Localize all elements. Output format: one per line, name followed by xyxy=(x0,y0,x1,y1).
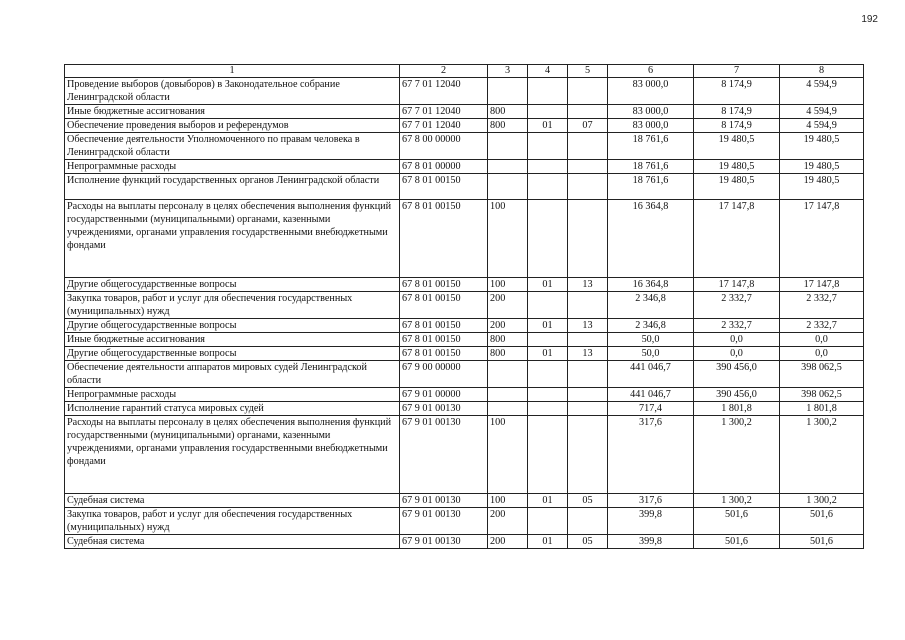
row-expense-type: 100 xyxy=(488,416,528,494)
table-row xyxy=(65,78,864,105)
table-row xyxy=(65,416,864,494)
row-subsection xyxy=(568,508,608,535)
row-subsection xyxy=(568,78,608,105)
row-expense-type: 800 xyxy=(488,119,528,133)
row-code: 67 8 01 00150 xyxy=(400,333,488,347)
row-amount-2: 0,0 xyxy=(694,347,780,361)
row-amount-2: 17 147,8 xyxy=(694,278,780,292)
row-expense-type xyxy=(488,388,528,402)
row-amount-2: 8 174,9 xyxy=(694,105,780,119)
row-amount-2: 390 456,0 xyxy=(694,388,780,402)
row-amount-3: 501,6 xyxy=(780,508,864,535)
row-expense-type xyxy=(488,174,528,200)
row-section xyxy=(528,508,568,535)
row-section xyxy=(528,416,568,494)
row-name: Судебная система xyxy=(65,535,400,549)
table-row xyxy=(65,535,864,549)
row-code: 67 7 01 12040 xyxy=(400,105,488,119)
row-subsection: 13 xyxy=(568,319,608,333)
row-code: 67 8 01 00150 xyxy=(400,278,488,292)
row-amount-2: 19 480,5 xyxy=(694,133,780,160)
row-subsection xyxy=(568,402,608,416)
row-section xyxy=(528,78,568,105)
row-amount-1: 50,0 xyxy=(608,333,694,347)
row-code: 67 7 01 12040 xyxy=(400,119,488,133)
table-row xyxy=(65,133,864,160)
header-cell: 5 xyxy=(568,65,608,78)
row-amount-2: 501,6 xyxy=(694,535,780,549)
row-amount-1: 441 046,7 xyxy=(608,388,694,402)
row-expense-type xyxy=(488,78,528,105)
row-amount-2: 390 456,0 xyxy=(694,361,780,388)
row-name: Обеспечение проведения выборов и референдумов xyxy=(65,119,400,133)
row-name: Закупка товаров, работ и услуг для обеспечения государственных (муниципальных) нужд xyxy=(65,508,400,535)
row-expense-type: 200 xyxy=(488,319,528,333)
row-name: Расходы на выплаты персоналу в целях обеспечения выполнения функций государственными (муниципальными) органами, казенными учреждениями, органами управления государственными внебюджетными фондами xyxy=(65,416,400,494)
row-section: 01 xyxy=(528,535,568,549)
row-subsection xyxy=(568,292,608,319)
row-subsection xyxy=(568,388,608,402)
row-amount-2: 8 174,9 xyxy=(694,119,780,133)
row-code: 67 8 01 00150 xyxy=(400,174,488,200)
row-amount-2: 19 480,5 xyxy=(694,174,780,200)
row-amount-1: 16 364,8 xyxy=(608,278,694,292)
row-amount-2: 0,0 xyxy=(694,333,780,347)
row-amount-3: 501,6 xyxy=(780,535,864,549)
header-cell: 2 xyxy=(400,65,488,78)
table-row xyxy=(65,402,864,416)
row-code: 67 7 01 12040 xyxy=(400,78,488,105)
row-subsection: 13 xyxy=(568,278,608,292)
table-row xyxy=(65,347,864,361)
row-subsection xyxy=(568,160,608,174)
row-subsection xyxy=(568,105,608,119)
row-amount-1: 399,8 xyxy=(608,535,694,549)
table-row xyxy=(65,160,864,174)
row-subsection: 13 xyxy=(568,347,608,361)
row-amount-2: 19 480,5 xyxy=(694,160,780,174)
row-name: Иные бюджетные ассигнования xyxy=(65,333,400,347)
row-name: Другие общегосударственные вопросы xyxy=(65,278,400,292)
header-row xyxy=(65,65,864,78)
row-name: Непрограммные расходы xyxy=(65,160,400,174)
row-name: Другие общегосударственные вопросы xyxy=(65,319,400,333)
row-amount-2: 501,6 xyxy=(694,508,780,535)
table-row xyxy=(65,333,864,347)
table-row xyxy=(65,388,864,402)
row-amount-1: 83 000,0 xyxy=(608,78,694,105)
row-amount-3: 1 801,8 xyxy=(780,402,864,416)
row-code: 67 9 01 00130 xyxy=(400,508,488,535)
row-subsection xyxy=(568,200,608,278)
header-cell: 1 xyxy=(65,65,400,78)
row-name: Закупка товаров, работ и услуг для обеспечения государственных (муниципальных) нужд xyxy=(65,292,400,319)
row-amount-3: 398 062,5 xyxy=(780,388,864,402)
row-amount-1: 83 000,0 xyxy=(608,119,694,133)
header-cell: 8 xyxy=(780,65,864,78)
row-section: 01 xyxy=(528,119,568,133)
row-code: 67 8 00 00000 xyxy=(400,133,488,160)
table-row xyxy=(65,119,864,133)
row-subsection xyxy=(568,361,608,388)
row-name: Расходы на выплаты персоналу в целях обеспечения выполнения функций государственными (муниципальными) органами, казенными учреждениями, органами управления государственными внебюджетными фондами xyxy=(65,200,400,278)
row-amount-1: 317,6 xyxy=(608,416,694,494)
row-section xyxy=(528,292,568,319)
row-amount-1: 441 046,7 xyxy=(608,361,694,388)
row-expense-type: 800 xyxy=(488,347,528,361)
table-row xyxy=(65,508,864,535)
row-section: 01 xyxy=(528,278,568,292)
header-cell: 4 xyxy=(528,65,568,78)
table-row xyxy=(65,292,864,319)
row-subsection xyxy=(568,133,608,160)
row-amount-1: 317,6 xyxy=(608,494,694,508)
row-amount-3: 1 300,2 xyxy=(780,416,864,494)
row-expense-type: 100 xyxy=(488,494,528,508)
row-expense-type: 100 xyxy=(488,278,528,292)
row-section: 01 xyxy=(528,494,568,508)
row-expense-type: 200 xyxy=(488,508,528,535)
row-subsection xyxy=(568,174,608,200)
row-amount-3: 0,0 xyxy=(780,347,864,361)
row-expense-type xyxy=(488,133,528,160)
row-amount-1: 18 761,6 xyxy=(608,133,694,160)
row-amount-2: 1 300,2 xyxy=(694,494,780,508)
row-code: 67 8 01 00150 xyxy=(400,200,488,278)
row-amount-1: 18 761,6 xyxy=(608,160,694,174)
row-amount-3: 4 594,9 xyxy=(780,78,864,105)
row-section xyxy=(528,105,568,119)
row-name: Обеспечение деятельности аппаратов мировых судей Ленинградской области xyxy=(65,361,400,388)
row-section xyxy=(528,160,568,174)
row-name: Обеспечение деятельности Уполномоченного по правам человека в Ленинградской области xyxy=(65,133,400,160)
row-section: 01 xyxy=(528,319,568,333)
row-code: 67 9 01 00130 xyxy=(400,402,488,416)
row-amount-1: 18 761,6 xyxy=(608,174,694,200)
table-row xyxy=(65,200,864,278)
row-subsection: 05 xyxy=(568,535,608,549)
row-code: 67 8 01 00150 xyxy=(400,347,488,361)
row-code: 67 8 01 00000 xyxy=(400,160,488,174)
row-amount-1: 717,4 xyxy=(608,402,694,416)
row-amount-1: 2 346,8 xyxy=(608,319,694,333)
row-amount-1: 399,8 xyxy=(608,508,694,535)
row-amount-3: 4 594,9 xyxy=(780,119,864,133)
header-cell: 7 xyxy=(694,65,780,78)
page-number: 192 xyxy=(861,14,878,25)
row-expense-type xyxy=(488,361,528,388)
row-expense-type: 100 xyxy=(488,200,528,278)
row-amount-3: 17 147,8 xyxy=(780,278,864,292)
row-subsection xyxy=(568,333,608,347)
row-expense-type: 800 xyxy=(488,105,528,119)
row-name: Исполнение гарантий статуса мировых судей xyxy=(65,402,400,416)
row-amount-2: 1 300,2 xyxy=(694,416,780,494)
row-section xyxy=(528,402,568,416)
row-expense-type xyxy=(488,402,528,416)
row-amount-3: 2 332,7 xyxy=(780,292,864,319)
row-name: Другие общегосударственные вопросы xyxy=(65,347,400,361)
row-amount-2: 1 801,8 xyxy=(694,402,780,416)
row-expense-type: 800 xyxy=(488,333,528,347)
row-section: 01 xyxy=(528,347,568,361)
row-amount-3: 0,0 xyxy=(780,333,864,347)
row-code: 67 8 01 00150 xyxy=(400,292,488,319)
row-name: Непрограммные расходы xyxy=(65,388,400,402)
row-amount-3: 19 480,5 xyxy=(780,133,864,160)
table-row xyxy=(65,278,864,292)
row-section xyxy=(528,361,568,388)
row-section xyxy=(528,333,568,347)
row-code: 67 9 01 00130 xyxy=(400,494,488,508)
row-section xyxy=(528,174,568,200)
table-row xyxy=(65,174,864,200)
row-subsection: 07 xyxy=(568,119,608,133)
row-amount-2: 2 332,7 xyxy=(694,319,780,333)
row-name: Иные бюджетные ассигнования xyxy=(65,105,400,119)
row-amount-3: 398 062,5 xyxy=(780,361,864,388)
row-amount-3: 1 300,2 xyxy=(780,494,864,508)
row-code: 67 8 01 00150 xyxy=(400,319,488,333)
row-name: Исполнение функций государственных органов Ленинградской области xyxy=(65,174,400,200)
row-section xyxy=(528,388,568,402)
table-row xyxy=(65,319,864,333)
table-row xyxy=(65,494,864,508)
row-code: 67 9 01 00000 xyxy=(400,388,488,402)
budget-table xyxy=(64,64,864,549)
row-expense-type: 200 xyxy=(488,535,528,549)
row-amount-1: 50,0 xyxy=(608,347,694,361)
row-section xyxy=(528,200,568,278)
row-amount-1: 2 346,8 xyxy=(608,292,694,319)
row-subsection: 05 xyxy=(568,494,608,508)
header-cell: 3 xyxy=(488,65,528,78)
row-amount-2: 2 332,7 xyxy=(694,292,780,319)
row-name: Судебная система xyxy=(65,494,400,508)
row-code: 67 9 01 00130 xyxy=(400,535,488,549)
row-expense-type: 200 xyxy=(488,292,528,319)
row-amount-3: 17 147,8 xyxy=(780,200,864,278)
row-expense-type xyxy=(488,160,528,174)
row-amount-2: 17 147,8 xyxy=(694,200,780,278)
row-section xyxy=(528,133,568,160)
row-code: 67 9 01 00130 xyxy=(400,416,488,494)
row-amount-1: 83 000,0 xyxy=(608,105,694,119)
row-amount-3: 19 480,5 xyxy=(780,160,864,174)
row-name: Проведение выборов (довыборов) в Законодательное собрание Ленинградской области xyxy=(65,78,400,105)
row-amount-3: 2 332,7 xyxy=(780,319,864,333)
header-cell: 6 xyxy=(608,65,694,78)
row-amount-2: 8 174,9 xyxy=(694,78,780,105)
row-amount-1: 16 364,8 xyxy=(608,200,694,278)
row-subsection xyxy=(568,416,608,494)
table-row xyxy=(65,361,864,388)
table-row xyxy=(65,105,864,119)
row-amount-3: 4 594,9 xyxy=(780,105,864,119)
row-code: 67 9 00 00000 xyxy=(400,361,488,388)
row-amount-3: 19 480,5 xyxy=(780,174,864,200)
